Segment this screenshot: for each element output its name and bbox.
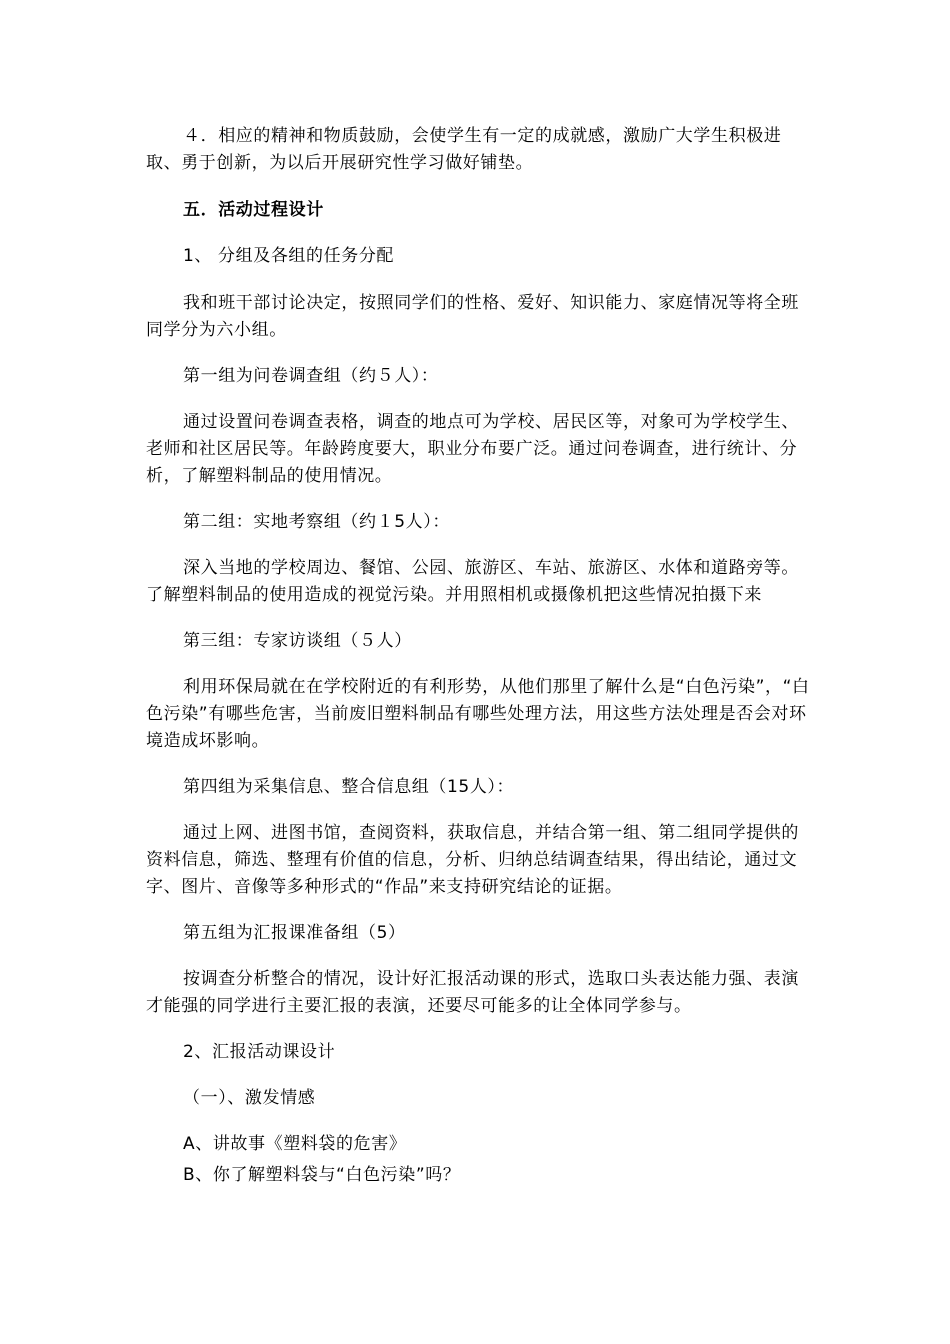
item-a-story: A、讲故事《塑料袋的危害》	[183, 1134, 407, 1154]
group-five-description: 按调查分析整合的情况，设计好汇报活动课的形式，选取口头表达能力强、表演才能强的同学进行主要汇报的表演，还要尽可能多的让全体同学参与。	[146, 969, 799, 1016]
group-one-title: 第一组为问卷调查组（约５人）：	[183, 366, 439, 386]
subheading-report-class: 2、汇报活动课设计	[183, 1042, 336, 1062]
subheading-inspire-emotion: （一）、激发情感	[183, 1088, 316, 1108]
group-four-title: 第四组为采集信息、整合信息组（15人）：	[183, 777, 515, 797]
group-four-description: 通过上网、进图书馆，查阅资料，获取信息，并结合第一组、第二组同学提供的资料信息，筛选、整理有价值的信息，分析、归纳总结调查结果，得出结论，通过文字、图片、音像等多种形式的“作品”来支持研究结论的证据。	[146, 823, 799, 897]
group-two-title: 第二组：实地考察组（约１5人）：	[183, 512, 450, 532]
paragraph-encouragement: ４．相应的精神和物质鼓励，会使学生有一定的成就感，激励广大学生积极进取、勇于创新，为以后开展研究性学习做好铺垫。	[146, 126, 782, 173]
group-five-title: 第五组为汇报课准备组（5）	[183, 923, 406, 943]
subheading-grouping: 1、 分组及各组的任务分配	[183, 246, 395, 266]
section-heading-activity-design: 五．活动过程设计	[183, 200, 324, 220]
group-three-title: 第三组：专家访谈组（５人）	[183, 631, 412, 651]
group-one-description: 通过设置问卷调查表格，调查的地点可为学校、居民区等，对象可为学校学生、老师和社区居民等。年龄跨度要大，职业分布要广泛。通过问卷调查，进行统计、分析，了解塑料制品的使用情况。	[146, 412, 799, 486]
paragraph-grouping-decision: 我和班干部讨论决定，按照同学们的性格、爱好、知识能力、家庭情况等将全班同学分为六小组。	[146, 293, 799, 340]
group-two-description: 深入当地的学校周边、餐馆、公园、旅游区、车站、旅游区、水体和道路旁等。了解塑料制品的使用造成的视觉污染。并用照相机或摄像机把这些情况拍摄下来	[146, 558, 799, 605]
group-three-description: 利用环保局就在在学校附近的有利形势，从他们那里了解什么是“白色污染”，“白色污染”有哪些危害，当前废旧塑料制品有哪些处理方法，用这些方法处理是否会对环境造成坏影响。	[146, 677, 810, 751]
item-b-question: B、你了解塑料袋与“白色污染”吗？	[183, 1165, 461, 1185]
